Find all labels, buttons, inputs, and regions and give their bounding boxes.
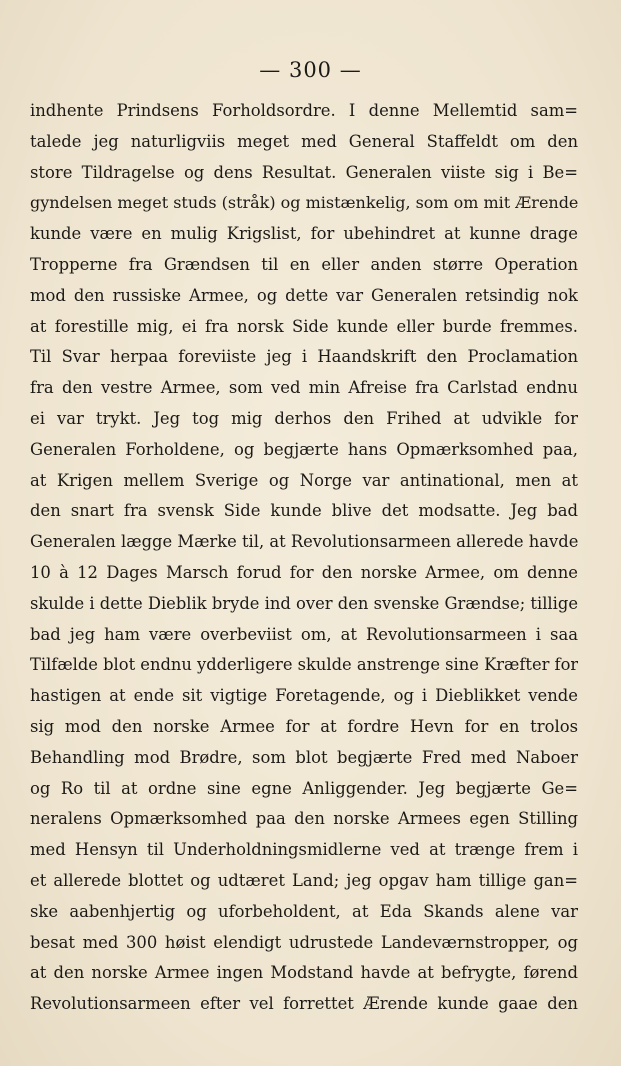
text-line: ei var trykt. Jeg tog mig derhos den Frihed at udvikle for — [30, 408, 578, 428]
text-line: kunde være en mulig Krigslist, for ubehindret at kunne drage — [30, 224, 578, 244]
text-line: hastigen at ende sit vigtige Foretagende, og i Dieblikket vende — [30, 686, 578, 706]
text-line: den snart fra svensk Side kunde blive det modsatte. Jeg bad — [30, 501, 578, 521]
text-line: at Krigen mellem Sverige og Norge var antinational, men at — [30, 470, 578, 490]
text-line: talede jeg naturligviis meget med General Staffeldt om den — [30, 131, 578, 151]
text-line: Generalen Forholdene, og begjærte hans Opmærksomhed paa, — [30, 439, 578, 459]
text-line: at den norske Armee ingen Modstand havde at befrygte, førend — [30, 963, 578, 983]
text-line: gyndelsen meget studs (stråk) og mistænkelig, som om mit Ærende — [30, 193, 578, 213]
text-line: ske aabenhjertig og uforbeholdent, at Eda Skands alene var — [30, 901, 578, 921]
text-line: mod den russiske Armee, og dette var Generalen retsindig nok — [30, 285, 578, 305]
page-number: — 300 — — [259, 58, 362, 82]
text-line: et allerede blottet og udtæret Land; jeg opgav ham tillige gan= — [30, 870, 578, 890]
text-line: at forestille mig, ei fra norsk Side kunde eller burde fremmes. — [30, 316, 578, 336]
text-line: neralens Opmærksomhed paa den norske Armees egen Stilling — [30, 809, 578, 829]
text-line: med Hensyn til Underholdningsmidlerne ved at trænge frem i — [30, 840, 578, 860]
text-line: 10 à 12 Dages Marsch forud for den norske Armee, om denne — [30, 562, 578, 582]
text-line: sig mod den norske Armee for at fordre Hevn for en trolos — [30, 716, 578, 736]
text-line: Tilfælde blot endnu ydderligere skulde anstrenge sine Kræfter for — [30, 655, 578, 675]
text-line: indhente Prindsens Forholdsordre. I denne Mellemtid sam= — [30, 101, 578, 120]
text-line: bad jeg ham være overbeviist om, at Revolutionsarmeen i saa — [30, 624, 578, 644]
text-line: fra den vestre Armee, som ved min Afreise fra Carlstad endnu — [30, 378, 578, 398]
text-line: og Ro til at ordne sine egne Anliggender. Jeg begjærte Ge= — [30, 778, 578, 798]
text-line: Tropperne fra Grændsen til en eller anden større Operation — [30, 254, 578, 274]
text-line: skulde i dette Dieblik bryde ind over den svenske Grændse; tillige — [30, 593, 578, 613]
text-line: Generalen lægge Mærke til, at Revolutionsarmeen allerede havde — [30, 532, 578, 552]
text-line: Revolutionsarmeen efter vel forrettet Ærende kunde gaae den — [30, 994, 578, 1014]
text-line: Behandling mod Brødre, som blot begjærte Fred med Naboer — [30, 747, 578, 767]
text-line: besat med 300 høist elendigt udrustede Landeværnstropper, og — [30, 932, 578, 952]
text-line: Til Svar herpaa foreviiste jeg i Haandskrift den Proclamation — [30, 347, 578, 367]
text-line: store Tildragelse og dens Resultat. Generalen viiste sig i Be= — [30, 162, 578, 182]
body-text — [30, 96, 578, 1020]
